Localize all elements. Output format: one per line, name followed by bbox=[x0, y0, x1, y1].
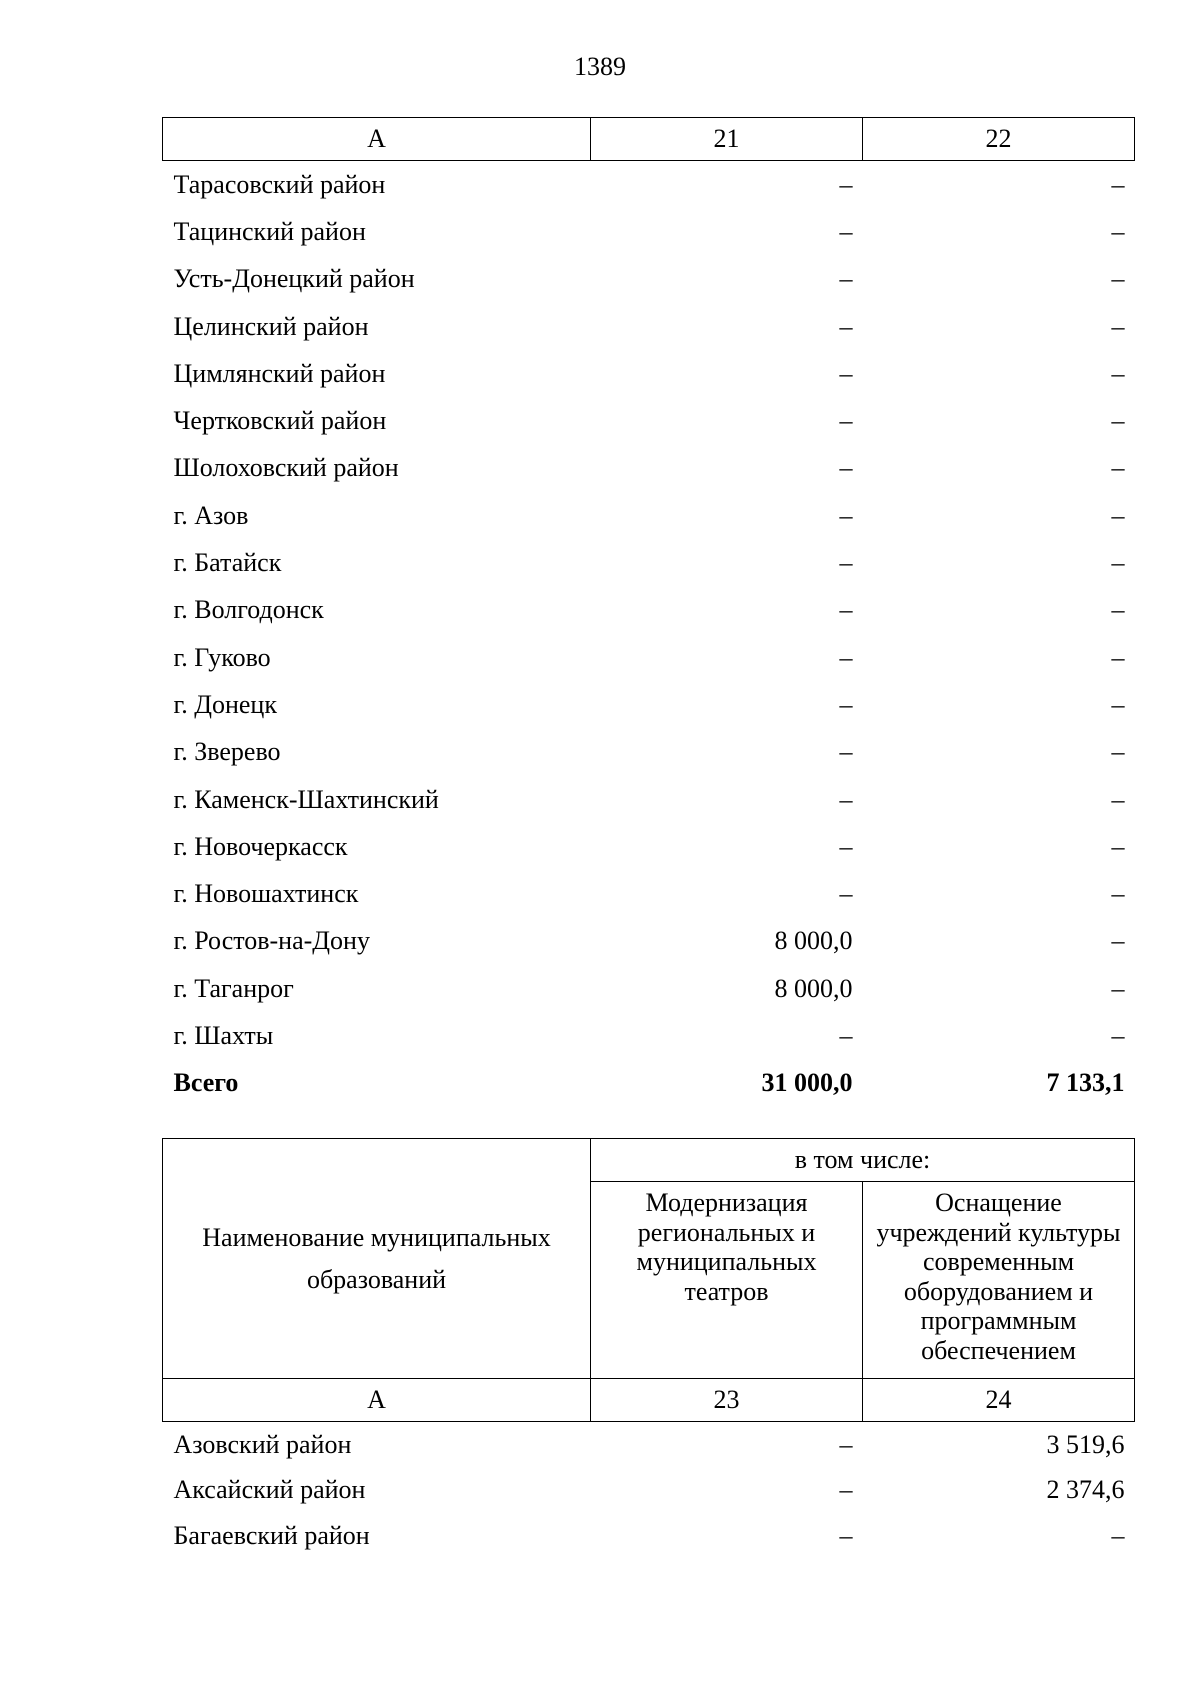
table-row bbox=[163, 492, 1135, 539]
municipality-name: г. Ростов-на-Дону bbox=[173, 926, 370, 956]
value-cell-v21: – bbox=[839, 737, 853, 767]
value-cell-v22: – bbox=[1111, 358, 1125, 388]
value-cell-v22: – bbox=[1111, 406, 1125, 436]
table-row bbox=[163, 634, 1135, 681]
municipality-name: Чертковский район bbox=[173, 406, 387, 436]
value-cell-v21: – bbox=[839, 216, 853, 246]
value-cell-v21: – bbox=[839, 358, 853, 388]
table2-body bbox=[163, 1422, 1135, 1559]
value-cell-v21: – bbox=[839, 169, 853, 199]
value-cell-v22: – bbox=[1111, 831, 1125, 861]
column-number-row bbox=[163, 1379, 1135, 1422]
value-cell-v21: – bbox=[839, 595, 853, 625]
municipality-name: Багаевский район bbox=[173, 1520, 370, 1550]
value-cell-v21: 8 000,0 bbox=[774, 926, 853, 956]
municipality-name: г. Новошахтинск bbox=[173, 879, 359, 909]
column-number-a: А bbox=[163, 1379, 591, 1422]
value-cell-v22: – bbox=[1111, 169, 1125, 199]
column-number-23: 23 bbox=[591, 1379, 863, 1422]
table1-body bbox=[163, 161, 1135, 1107]
municipality-name: г. Каменск-Шахтинский bbox=[173, 784, 439, 814]
table-row bbox=[163, 1513, 1135, 1559]
value-cell-v22: – bbox=[1111, 1020, 1125, 1050]
value-cell-v23: – bbox=[839, 1520, 853, 1550]
value-cell-v21: 8 000,0 bbox=[774, 973, 853, 1003]
table-row bbox=[163, 350, 1135, 397]
table-row bbox=[163, 729, 1135, 776]
table-row bbox=[163, 445, 1135, 492]
total-row bbox=[163, 1060, 1135, 1107]
value-cell-v24: – bbox=[1111, 1520, 1125, 1550]
table-row bbox=[163, 823, 1135, 870]
value-cell-v22: – bbox=[1111, 595, 1125, 625]
table-row bbox=[163, 256, 1135, 303]
value-cell-v24: 2 374,6 bbox=[1046, 1475, 1125, 1505]
value-cell-v22: – bbox=[1111, 311, 1125, 341]
table-row bbox=[163, 539, 1135, 586]
municipality-name: Тарасовский район bbox=[173, 169, 386, 199]
table-row bbox=[163, 1468, 1135, 1514]
municipality-name: г. Гуково bbox=[173, 642, 271, 672]
theater-modernization-header: Модернизация региональных и муниципальных театров bbox=[591, 1182, 863, 1379]
column-number-24: 24 bbox=[863, 1379, 1135, 1422]
value-cell-v22: – bbox=[1111, 784, 1125, 814]
value-cell-v21: – bbox=[839, 548, 853, 578]
value-cell-v22: – bbox=[1111, 973, 1125, 1003]
value-cell-v22: – bbox=[1111, 548, 1125, 578]
municipality-name: г. Новочеркасск bbox=[173, 831, 348, 861]
municipality-name: Усть-Донецкий район bbox=[173, 264, 415, 294]
including-group-header: в том числе: bbox=[591, 1139, 1135, 1182]
value-cell-v23: – bbox=[839, 1475, 853, 1505]
municipality-name: Всего bbox=[173, 1068, 239, 1098]
table-row bbox=[163, 587, 1135, 634]
value-cell-v22: – bbox=[1111, 689, 1125, 719]
table-row bbox=[163, 918, 1135, 965]
value-cell-v23: – bbox=[839, 1429, 853, 1459]
table-row bbox=[163, 681, 1135, 728]
table-row bbox=[163, 397, 1135, 444]
municipality-name: г. Батайск bbox=[173, 548, 282, 578]
value-cell-v22: – bbox=[1111, 500, 1125, 530]
page-number: 1389 bbox=[574, 52, 626, 81]
municipality-name: Цимлянский район bbox=[173, 358, 386, 388]
municipality-name: Азовский район bbox=[173, 1429, 352, 1459]
value-cell-v22: – bbox=[1111, 642, 1125, 672]
budget-table-columns-21-22 bbox=[162, 117, 1135, 1107]
value-cell-v22: – bbox=[1111, 216, 1125, 246]
value-cell-v21: – bbox=[839, 453, 853, 483]
municipality-name-header: Наименование муниципальных образований bbox=[163, 1139, 591, 1379]
table-row bbox=[163, 870, 1135, 917]
culture-equipment-header: Оснащение учреждений культуры современным оборудованием и программным обеспечением bbox=[863, 1182, 1135, 1379]
table-row bbox=[163, 303, 1135, 350]
value-cell-v21: – bbox=[839, 406, 853, 436]
value-cell-v22: – bbox=[1111, 737, 1125, 767]
value-cell-v22: 7 133,1 bbox=[1046, 1068, 1125, 1098]
municipality-name: г. Зверево bbox=[173, 737, 281, 767]
column-number-21: 21 bbox=[591, 118, 863, 161]
value-cell-v22: – bbox=[1111, 264, 1125, 294]
table-row bbox=[163, 161, 1135, 209]
value-cell-v21: 31 000,0 bbox=[761, 1068, 853, 1098]
municipality-name: Тацинский район bbox=[173, 216, 366, 246]
table-row bbox=[163, 776, 1135, 823]
value-cell-v21: – bbox=[839, 264, 853, 294]
municipality-name: Целинский район bbox=[173, 311, 369, 341]
value-cell-v21: – bbox=[839, 500, 853, 530]
column-number-a: А bbox=[163, 118, 591, 161]
municipality-name: Аксайский район bbox=[173, 1475, 366, 1505]
municipality-name: г. Волгодонск bbox=[173, 595, 324, 625]
municipality-name: г. Шахты bbox=[173, 1020, 274, 1050]
table-row bbox=[163, 1422, 1135, 1468]
municipality-name: г. Азов bbox=[173, 500, 249, 530]
table-row bbox=[163, 208, 1135, 255]
column-number-row bbox=[163, 118, 1135, 161]
value-cell-v22: – bbox=[1111, 926, 1125, 956]
value-cell-v21: – bbox=[839, 831, 853, 861]
value-cell-v21: – bbox=[839, 784, 853, 814]
value-cell-v21: – bbox=[839, 1020, 853, 1050]
municipality-name: г. Таганрог bbox=[173, 973, 294, 1003]
table-row bbox=[163, 1012, 1135, 1059]
value-cell-v21: – bbox=[839, 642, 853, 672]
value-cell-v24: 3 519,6 bbox=[1046, 1429, 1125, 1459]
value-cell-v21: – bbox=[839, 689, 853, 719]
column-number-22: 22 bbox=[863, 118, 1135, 161]
value-cell-v22: – bbox=[1111, 879, 1125, 909]
header-row-group bbox=[163, 1139, 1135, 1182]
table-row bbox=[163, 965, 1135, 1012]
value-cell-v21: – bbox=[839, 311, 853, 341]
budget-table-columns-23-24 bbox=[162, 1138, 1135, 1559]
value-cell-v21: – bbox=[839, 879, 853, 909]
value-cell-v22: – bbox=[1111, 453, 1125, 483]
municipality-name: Шолоховский район bbox=[173, 453, 399, 483]
municipality-name: г. Донецк bbox=[173, 689, 277, 719]
